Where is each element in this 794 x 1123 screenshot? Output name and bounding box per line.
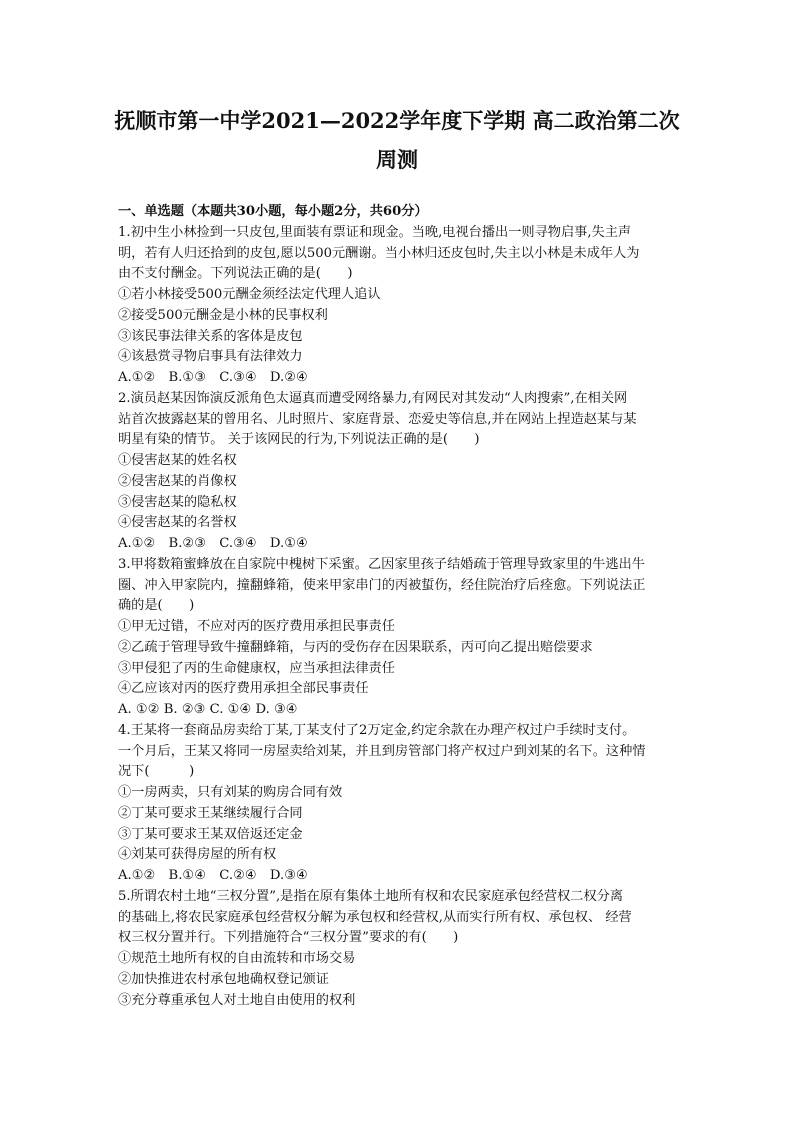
page-title-line-1: 抚顺市第一中学2021—2022学年度下学期 高二政治第二次 [114,108,680,133]
text-line: ④刘某可获得房屋的所有权 [118,847,277,863]
text-line: 况下( ) [118,764,195,780]
text-line: 明，若有人归还拾到的皮包,愿以500元酬谢。当小林归还皮包时,失主以小林是未成年人为 [118,245,640,261]
text-line: A.①② B.①④ C.②④ D.③④ [118,868,308,883]
text-line: ②乙疏于管理导致牛撞翻蜂箱，与丙的受伤存在因果联系，丙可向乙提出赔偿要求 [118,639,593,655]
text-line: 1.初中生小林捡到一只皮包,里面装有票证和现金。当晚,电视台播出一则寻物启事,失主声 [118,224,632,240]
text-line: 4.王某将一套商品房卖给丁某,丁某支付了2万定金,约定余款在办理产权过户手续时支付。 [118,722,636,738]
text-line: 站首次披露赵某的曾用名、儿时照片、家庭背景、恋爱史等信息,并在网站上捏造赵某与某 [118,411,637,427]
text-line: 圈、冲入甲家院内，撞翻蜂箱，使来甲家串门的丙被蜇伤，经住院治疗后痊愈。下列说法正 [118,577,646,593]
text-line: ③丁某可要求王某双倍返还定金 [118,826,303,842]
text-line: ①若小林接受500元酬金须经法定代理人追认 [118,287,381,302]
text-line: ①一房两卖，只有刘某的购房合同有效 [118,785,343,800]
text-line: 明星有染的情节。 关于该网民的行为,下列说法正确的是( ) [118,432,480,448]
text-line: ③甲侵犯了丙的生命健康权，应当承担法律责任 [118,660,395,676]
text-line: ①侵害赵某的姓名权 [118,453,237,468]
text-line: ②侵害赵某的肖像权 [118,473,237,489]
text-line: ④该悬赏寻物启事具有法律效力 [118,349,303,365]
text-line: ②接受500元酬金是小林的民事权利 [118,307,328,323]
page-title-line-2: 周测 [376,147,418,172]
text-line: ③该民事法律关系的客体是皮包 [118,328,303,344]
text-line: 由不支付酬金。下列说法正确的是( ) [118,266,353,282]
text-line: ①规范土地所有权的自由流转和市场交易 [118,951,356,966]
text-line: 权三权分置并行。下列措施符合“三权分置”要求的有( ) [118,930,459,946]
text-line: ④乙应该对丙的医疗费用承担全部民事责任 [118,681,369,697]
text-line: ④侵害赵某的名誉权 [118,515,237,531]
text-line: 的基础上,将农民家庭承包经营权分解为承包权和经营权,从而实行所有权、承包权、 经营 [118,909,632,925]
text-line: ②加快推进农村承包地确权登记颁证 [118,971,329,987]
text-line: ③侵害赵某的隐私权 [118,494,237,510]
text-line: 确的是( ) [118,598,195,614]
text-line: ③充分尊重承包人对土地自由使用的权利 [118,992,356,1008]
text-line: 2.演员赵某因饰演反派角色太逼真而遭受网络暴力,有网民对其发动“人肉搜索”,在相关网 [118,390,628,406]
text-line: A.①② B.①③ C.③④ D.②④ [118,370,308,385]
text-line: 5.所谓农村土地“三权分置”,是指在原有集体土地所有权和农民家庭承包经营权二权分离 [118,888,624,904]
section-heading: 一、单选题（本题共30小题，每小题2分，共60分） [118,204,428,219]
text-line: A. ①② B. ②③ C. ①④ D. ③④ [118,702,298,717]
text-line: ②丁某可要求王某继续履行合同 [118,805,303,821]
text-line: 3.甲将数箱蜜蜂放在自家院中槐树下采蜜。乙因家里孩子结婚疏于管理导致家里的牛逃出牛 [118,556,645,572]
text-line: A.①② B.②③ C.③④ D.①④ [118,536,308,551]
text-line: 一个月后，王某又将同一房屋卖给刘某，并且到房管部门将产权过户到刘某的名下。这种情 [118,743,646,759]
text-line: ①甲无过错，不应对丙的医疗费用承担民事责任 [118,619,395,634]
